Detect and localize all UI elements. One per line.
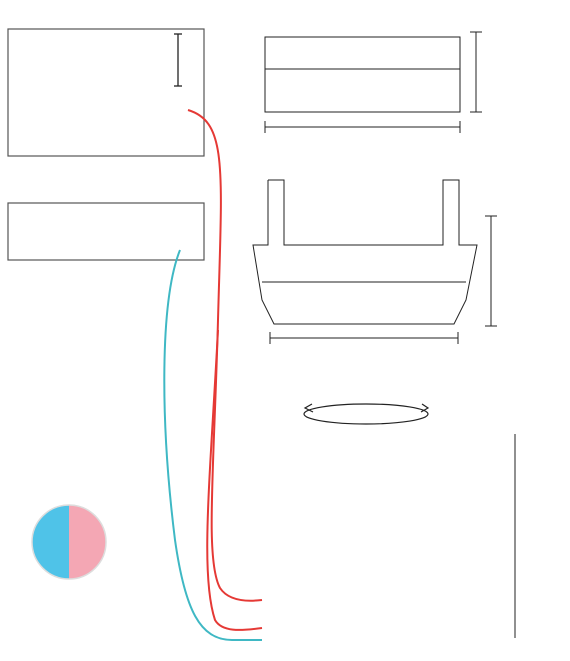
circumference-arrow — [304, 404, 428, 424]
pattern2-box — [8, 203, 204, 260]
pattern1-box — [8, 29, 204, 156]
red-connector — [188, 110, 262, 601]
back-yoke — [265, 32, 482, 133]
front-yoke — [253, 180, 497, 344]
brand-logo — [32, 505, 109, 579]
red-connector-lower — [207, 330, 262, 630]
